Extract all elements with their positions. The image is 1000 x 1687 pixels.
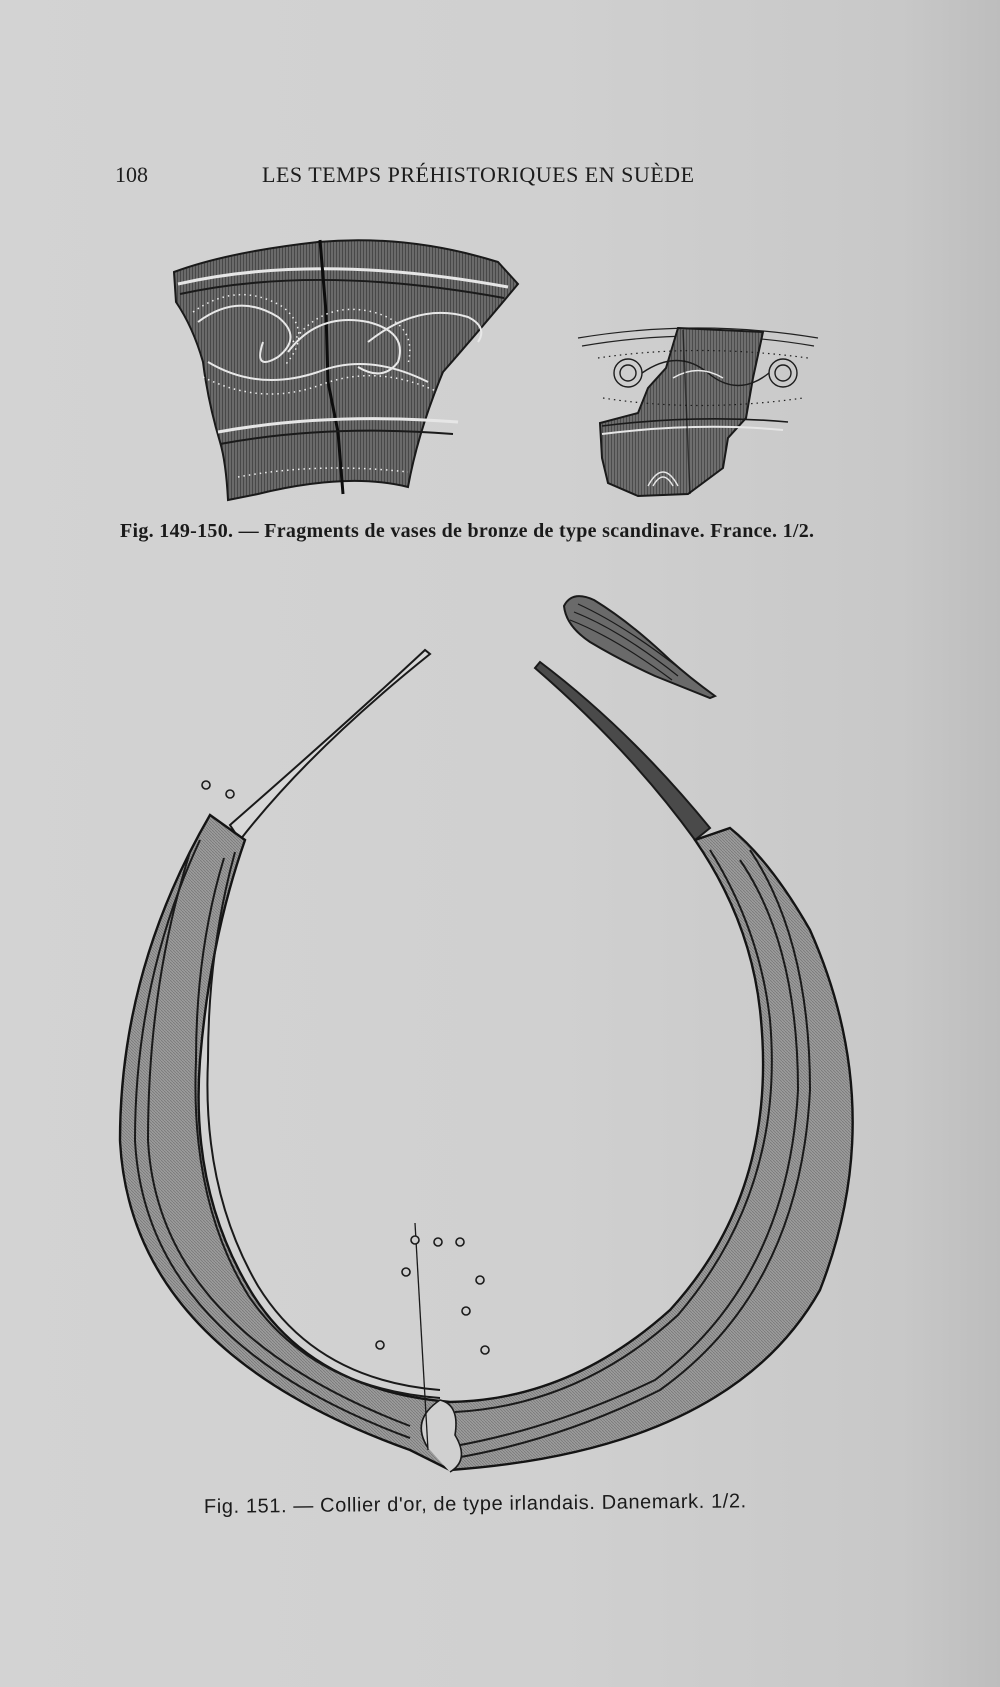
page-number: 108 xyxy=(115,162,148,187)
collar-terminal-detail-illustration xyxy=(560,594,720,714)
running-title: LES TEMPS PRÉHISTORIQUES EN SUÈDE xyxy=(262,162,695,187)
figure-caption-149-150: Fig. 149-150. — Fragments de vases de bronze de type scandinave. France. 1/2. xyxy=(120,520,815,542)
running-header xyxy=(115,162,715,196)
vase-fragment-illustration-149 xyxy=(168,232,528,502)
figure-caption-151: Fig. 151. — Collier d'or, de type irlandais. Danemark. 1/2. xyxy=(203,1490,747,1518)
gold-collar-illustration xyxy=(110,590,870,1480)
vase-fragment-illustration-150 xyxy=(578,318,818,500)
